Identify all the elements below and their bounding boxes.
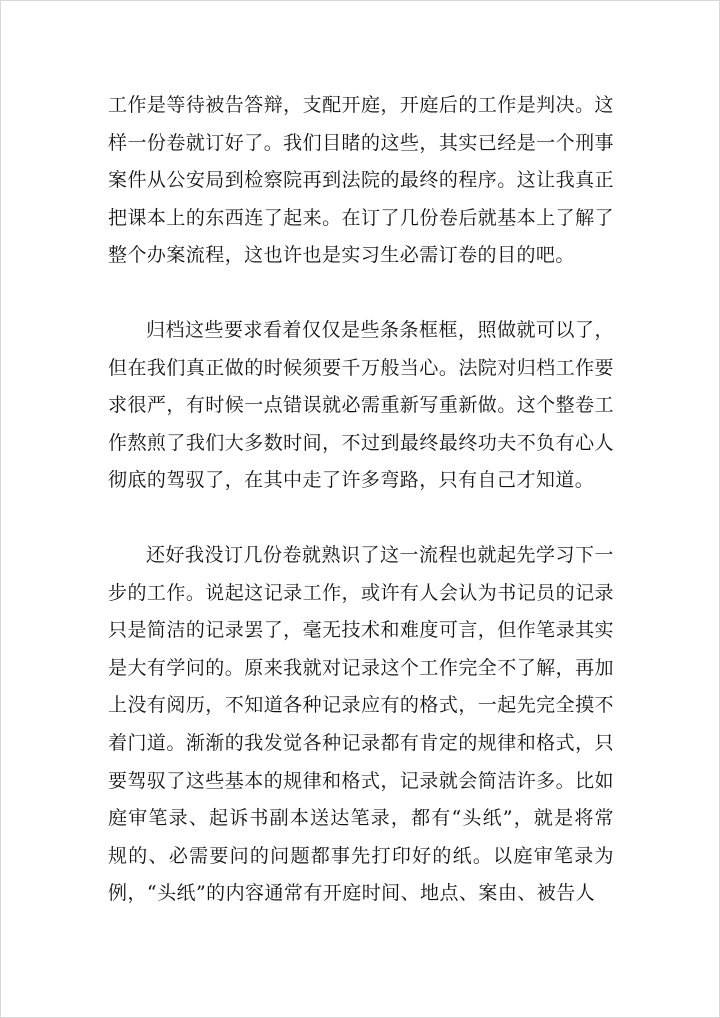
- paragraph-3: 还好我没订几份卷就熟识了这一流程也就起先学习下一步的工作。说起这记录工作，或许有人会认为书记员的记录只是简洁的记录罢了，毫无技术和难度可言，但作笔录其实是大有学问的。原来我就对记录这个工作完全不了解，再加上没有阅历，不知道各种记录应有的格式，一起先完全摸不着门道。渐渐的我发觉各种记录都有肯定的规律和格式，只要驾驭了这些基本的规律和格式，记录就会简洁许多。比如庭审笔录、起诉书副本送达笔录，都有“头纸”，就是将常规的、必需要问的问题都事先打印好的纸。以庭审笔录为例，“头纸”的内容通常有开庭时间、地点、案由、被告人: [108, 543, 614, 905]
- paragraph-2: 归档这些要求看着仅仅是些条条框框，照做就可以了，但在我们真正做的时候须要千万般当心。法院对归档工作要求很严，有时候一点错误就必需重新写重新做。这个整卷工作熬煎了我们大多数时间，不过到最终最终功夫不负有心人彻底的驾驭了，在其中走了许多弯路，只有自己才知道。: [108, 318, 614, 492]
- paragraph-1: 工作是等待被告答辩，支配开庭，开庭后的工作是判决。这样一份卷就订好了。我们目睹的这些，其实已经是一个刑事案件从公安局到检察院再到法院的最终的程序。这让我真正把课本上的东西连了起来。在订了几份卷后就基本上了解了整个办案流程，这也许也是实习生必需订卷的目的吧。: [108, 94, 614, 267]
- document-body: [108, 87, 614, 913]
